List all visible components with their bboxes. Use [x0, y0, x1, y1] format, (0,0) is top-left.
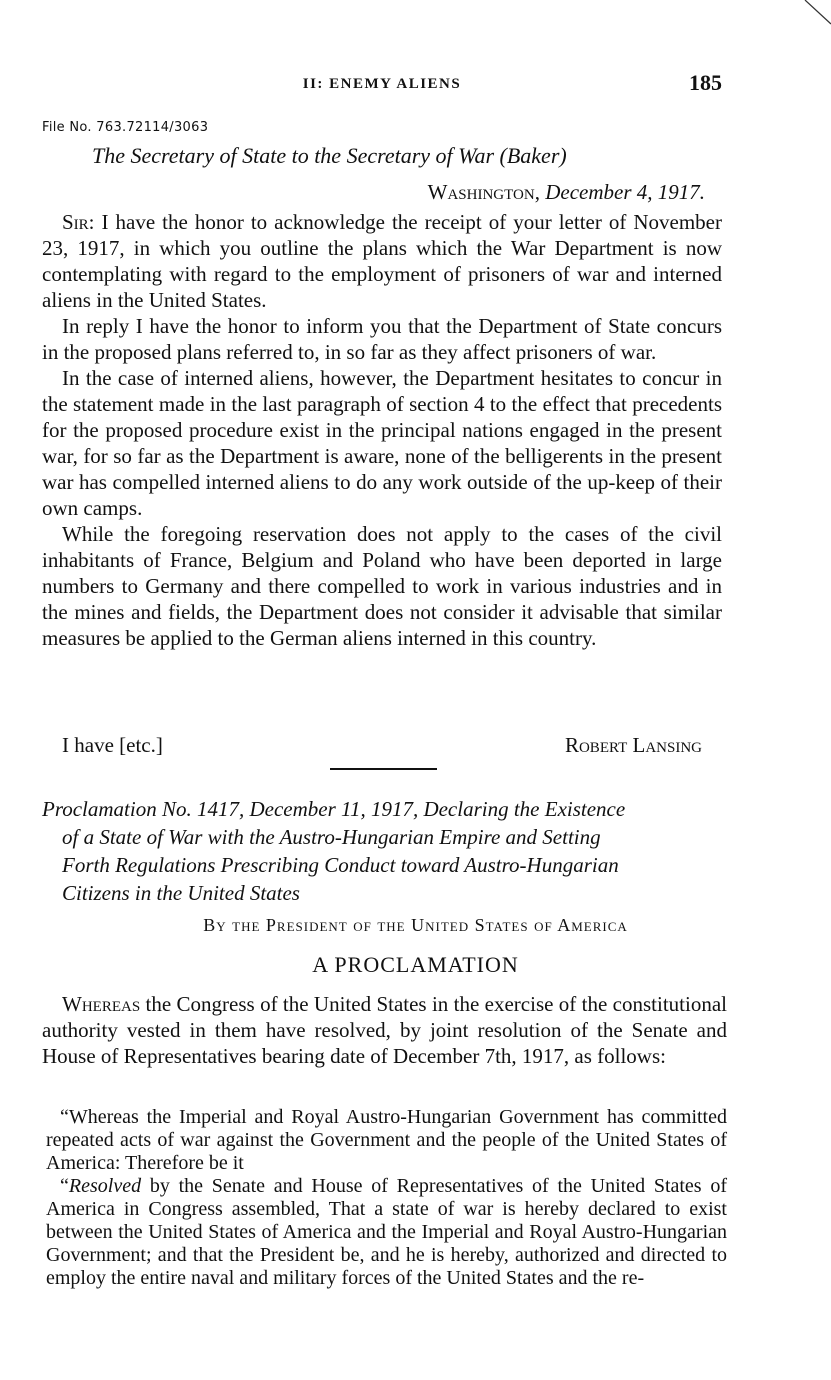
- by-president-line: By the President of the United States of America: [203, 915, 628, 935]
- signature: Robert Lansing: [564, 733, 702, 757]
- salutation: Sir:: [62, 210, 95, 234]
- quote-open-mark: “: [60, 1175, 69, 1197]
- dateline-date: December 4, 1917.: [545, 180, 705, 204]
- page-header: [42, 70, 722, 100]
- section-divider: [330, 768, 437, 770]
- whereas-lead: Whereas: [62, 992, 141, 1016]
- letter-paragraph-1: [42, 209, 722, 313]
- resolution-quote: [46, 1106, 727, 1290]
- letter-paragraph-3: In the case of interned aliens, however, the Department hesitates to concur in the statement made in the last paragraph of section 4 to the effect that precedents for the proposed procedure exist in the principal nations engaged in the present war, for so far as the Department is aware, none of the belligerents in the present war has compelled interned aliens to do any work outside of the up-keep of their own camps.: [42, 366, 722, 520]
- quote-paragraph-2-text: by the Senate and House of Representatives of the United States of America in Congress assembled, That a state of war is hereby declared to exist between the United States of America and the Imperial and Royal Austro-Hungarian Government; and that the President be, and he is hereby, authorized and directed to employ the entire naval and military forces of the United States and the re-: [46, 1175, 727, 1289]
- heading-line-3: Forth Regulations Prescribing Conduct toward Austro-Hungarian: [62, 853, 619, 877]
- heading-line-4: Citizens in the United States: [62, 881, 300, 905]
- closing-text: I have [etc.]: [62, 733, 163, 757]
- letter-body: [42, 209, 722, 651]
- whereas-paragraph: [42, 991, 727, 1069]
- letter-paragraph-2: In reply I have the honor to inform you that the Department of State concurs in the proposed plans referred to, in so far as they affect prisoners of war.: [42, 314, 722, 364]
- dateline-place: Washington,: [427, 180, 540, 204]
- resolved-lead: Resolved: [68, 1175, 142, 1197]
- proclamation-title: A PROCLAMATION: [312, 952, 519, 977]
- file-number: File No. 763.72114/3063: [42, 120, 209, 135]
- corner-line: [791, 0, 831, 30]
- proclamation-heading: [42, 795, 732, 907]
- page-number: 185: [689, 70, 722, 95]
- paragraph-1-text: I have the honor to acknowledge the receipt of your letter of November 23, 1917, in which you outline the plans which the War Department is now contemplating with regard to the employment of prisoners of war and interned aliens in the United States.: [42, 210, 722, 312]
- heading-line-2: of a State of War with the Austro-Hungarian Empire and Setting: [62, 825, 601, 849]
- letter-closing: [62, 733, 702, 758]
- heading-line-1: Proclamation No. 1417, December 11, 1917, Declaring the Existence: [42, 797, 626, 821]
- dateline: [428, 180, 705, 205]
- quote-paragraph-2: [46, 1175, 727, 1290]
- running-head: II: ENEMY ALIENS: [302, 76, 462, 92]
- letter-paragraph-4: While the foregoing reservation does not apply to the cases of the civil inhabitants of France, Belgium and Poland who have been deported in large numbers to Germany and there compelled to work in various industries and in the mines and fields, the Department does not consider it advisable that similar measures be applied to the German aliens interned in this country.: [42, 522, 722, 650]
- letter-title: The Secretary of State to the Secretary of War (Baker): [92, 143, 567, 168]
- quote-paragraph-1: “Whereas the Imperial and Royal Austro-Hungarian Government has committed repeated acts of war against the Government and the people of the United States of America: Therefore be it: [46, 1106, 727, 1174]
- whereas-text: the Congress of the United States in the exercise of the constitutional authority vested in them have resolved, by joint resolution of the Senate and House of Representatives bearing date of December 7th, 1917, as follows:: [42, 992, 727, 1068]
